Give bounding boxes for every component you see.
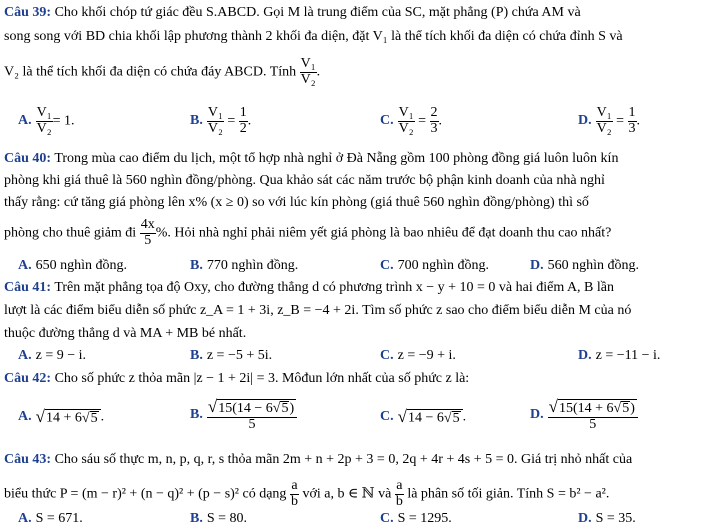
q42-label: Câu 42:: [4, 371, 52, 386]
q42-option-b[interactable]: B. $\frac{√15(14 - 6√5)}{5}$: [190, 398, 297, 432]
q43-fraction-1: $\frac{a}{b}$: [290, 478, 298, 509]
q43-option-c[interactable]: C. S = 1295.: [380, 511, 452, 526]
q40-fraction: $\frac{4x}{5}$: [140, 217, 155, 248]
q39-text-3: V₂ là thể tích khối đa diện có chứa đáy ABCD. Tính: [4, 64, 297, 80]
q40-option-a[interactable]: A. 650 nghìn đồng.: [18, 258, 128, 273]
q39-option-d[interactable]: D. $\frac{\text{V₁}}{\text{V₂}}$ = $\frac{1}{3}$ .: [578, 105, 641, 136]
q40-label: Câu 40:: [4, 151, 52, 166]
q43-option-d[interactable]: D. S = 35.: [578, 511, 636, 526]
q39-ratio: $\frac{\text{V₁}}{\text{V₂}}$: [300, 56, 316, 87]
q39-text-1: Cho khối chóp tứ giác đều S.ABCD. Gọi M là trung điểm của SC, mặt phẳng (P) chứa AM và: [54, 5, 581, 20]
q39-option-a[interactable]: A. $\frac{\text{V₁}}{\text{V₂}}$ = 1.: [18, 105, 75, 136]
q40-option-c[interactable]: C. 700 nghìn đồng.: [380, 258, 490, 273]
q42-option-c[interactable]: C. √14 − 6√5 .: [380, 407, 467, 427]
q39-line-1: [4, 6, 702, 20]
q41-line-2: lượt là các điểm biểu diễn số phức z_A = 1 + 3i, z_B = −4 + 2i. Tìm số phức z sao cho điểm biểu diễn M của nó: [4, 303, 632, 318]
q42-option-a[interactable]: A. √14 + 6√5 .: [18, 407, 105, 427]
q43-line-1: Câu 43: Cho sáu số thực m, n, p, q, r, s thỏa mãn 2m + n + 2p + 3 = 0, 2q + 4r + 4s + 5 = 0. Giá trị nhỏ nhất của: [4, 452, 633, 467]
q40-option-d[interactable]: D. 560 nghìn đồng.: [530, 258, 640, 273]
q39-label: Câu 39:: [4, 5, 52, 20]
q40-option-b[interactable]: B. 770 nghìn đồng.: [190, 258, 299, 273]
q43-option-a[interactable]: A. S = 671.: [18, 511, 83, 526]
q41-option-a[interactable]: A. z = 9 − i.: [18, 348, 87, 363]
q41-option-b[interactable]: B. z = −5 + 5i.: [190, 348, 273, 363]
q40-line-1: Câu 40: Trong mùa cao điểm du lịch, một tổ hợp nhà nghỉ ở Đà Nẵng gồm 100 phòng đồng giá luôn luôn kín: [4, 151, 619, 166]
q40-line-4: phòng cho thuê giảm đi $\frac{4x}{5}$ %. Hỏi nhà nghỉ phải niêm yết giá phòng là bao nhiêu để đạt doanh thu cao nhất?: [4, 217, 612, 248]
q39-option-b[interactable]: B. $\frac{\text{V₁}}{\text{V₂}}$ = $\frac{1}{2}$ .: [190, 105, 252, 136]
q39-option-c[interactable]: C. $\frac{\text{V₁}}{\text{V₂}}$ = $\frac{2}{3}$ .: [380, 105, 443, 136]
q41-option-d[interactable]: D. z = −11 − i.: [578, 348, 661, 363]
q43-option-b[interactable]: B. S = 80.: [190, 511, 248, 526]
q41-label: Câu 41:: [4, 280, 52, 295]
q39-line-3: V₂ là thể tích khối đa diện có chứa đáy ABCD. Tính $\frac{\text{V₁}}{\text{V₂}}$ .: [4, 56, 321, 87]
q42-option-d[interactable]: D. $\frac{√15(14 + 6√5)}{5}$: [530, 398, 638, 432]
q41-option-c[interactable]: C. z = −9 + i.: [380, 348, 456, 363]
q43-fraction-2: $\frac{a}{b}$: [395, 478, 403, 509]
q40-line-3: thấy rằng: cứ tăng giá phòng lên x% (x ≥ 0) so với lúc kín phòng (giá thuê 560 nghìn đồng/phòng) thì số: [4, 195, 589, 210]
q42-line-1: Câu 42: Cho số phức z thỏa mãn |z − 1 + 2i| = 3. Môđun lớn nhất của số phức z là:: [4, 371, 470, 386]
q41-line-3: thuộc đường thẳng d và MA + MB bé nhất.: [4, 326, 247, 341]
q43-line-2: biểu thức P = (m − r)² + (n − q)² + (p − s)² có dạng $\frac{a}{b}$ với a, b ∈ ℕ và $\frac{a}{b}$ là phân số tối giản. Tính S = b² − a².: [4, 478, 610, 509]
q43-label: Câu 43:: [4, 452, 52, 467]
q41-line-1: Câu 41: Trên mặt phẳng tọa độ Oxy, cho đường thẳng d có phương trình x − y + 10 = 0 và hai điểm A, B lần: [4, 280, 614, 295]
q39-line-2: song song với BD chia khối lập phương thành 2 khối đa diện, đặt V₁ là thể tích khối đa diện có chứa đỉnh S và: [4, 29, 623, 44]
q40-line-2: phòng khi giá thuê là 560 nghìn đồng/phòng. Qua khảo sát các năm trước bộ phận kinh doanh của nhà nghỉ: [4, 173, 605, 188]
